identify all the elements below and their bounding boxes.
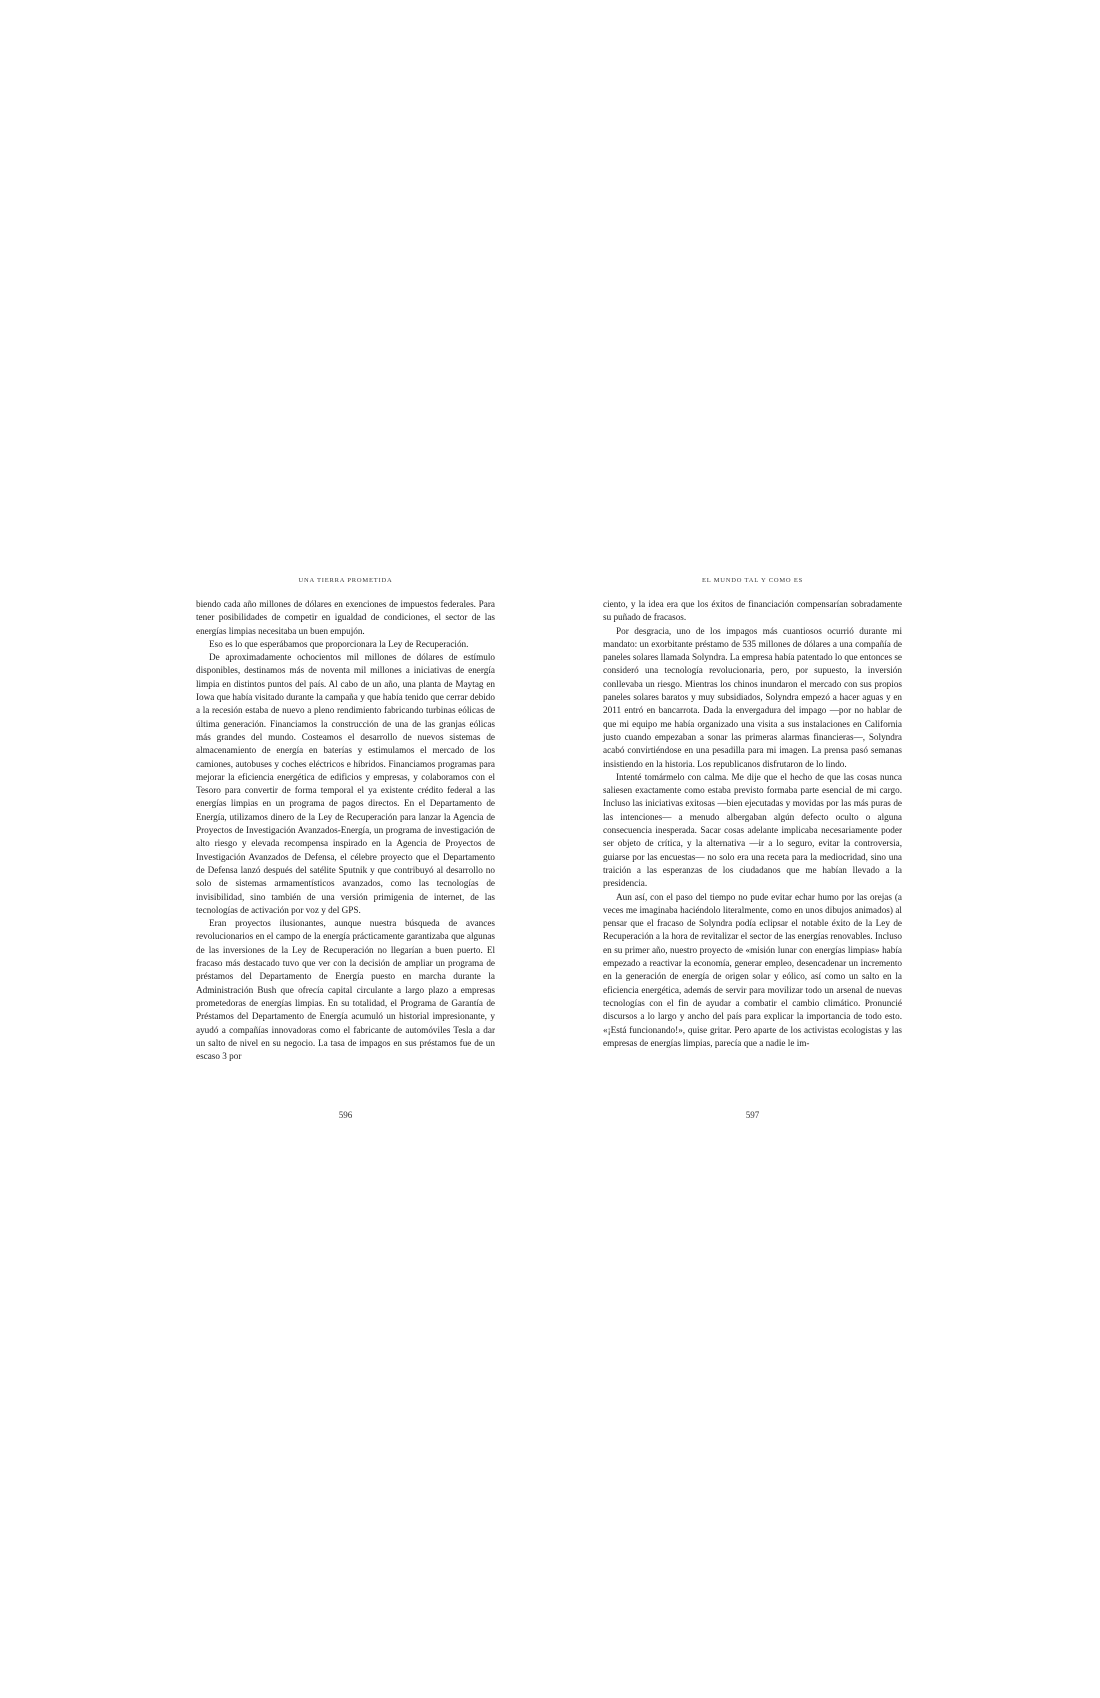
right-page-body [603,598,902,1050]
right-paragraph-3: Intenté tomármelo con calma. Me dije que el hecho de que las cosas nunca saliesen exactamente como estaba previsto formaba parte esencial de mi cargo. Incluso las iniciativas exitosas —bien ejecutadas y movidas por las más puras de las intenciones— a menudo albergaban algún defecto oculto o alguna consecuencia inesperada. Sacar cosas adelante implicaba necesariamente poder ser objeto de crítica, y la alternativa —ir a lo seguro, evitar la controversia, guiarse por las encuestas— no solo era una receta para la mediocridad, sino una traición a las esperanzas de los ciudadanos que me habían llevado a la presidencia. [603,771,902,889]
right-paragraph-1: ciento, y la idea era que los éxitos de financiación compensarían sobradamente su puñado de fracasos. [603,599,902,623]
left-paragraph-2: Eso es lo que esperábamos que proporcionara la Ley de Recuperación. [209,638,469,649]
left-page-number: 596 [338,1110,353,1120]
left-running-head: UNA TIERRA PROMETIDA [298,577,393,584]
left-page-body [196,598,495,1063]
right-page-number: 597 [745,1110,760,1120]
left-paragraph-3: De aproximadamente ochocientos mil millones de dólares de estímulo disponibles, destinamos más de noventa mil millones a iniciativas de energía limpia en distintos puntos del país. Al cabo de un año, una planta de Maytag en Iowa que había visitado durante la campaña y que había tenido que cerrar debido a la recesión estaba de nuevo a pleno rendimiento fabricando turbinas eólicas de última generación. Financiamos la construcción de una de las granjas eólicas más grandes del mundo. Costeamos el desarrollo de nuevos sistemas de almacenamiento de energía en baterías y estimulamos el mercado de los camiones, autobuses y coches eléctricos e híbridos. Financiamos programas para mejorar la eficiencia energética de edificios y empresas, y colaboramos con el Tesoro para convertir de forma temporal el ya existente crédito federal a las energías limpias en un programa de pagos directos. En el Departamento de Energía, utilizamos dinero de la Ley de Recuperación para lanzar la Agencia de Proyectos de Investigación Avanzados-Energía, un programa de investigación de alto riesgo y elevada recompensa inspirado en la Agencia de Proyectos de Investigación Avanzados de Defensa, el célebre proyecto que el Departamento de Defensa lanzó después del satélite Sputnik y que contribuyó al desarrollo no solo de sistemas armamentísticos avanzados, como las tecnologías de invisibilidad, sino también de una versión primigenia de internet, de las tecnologías de activación por voz y del GPS. [196,652,495,915]
right-paragraph-2: Por desgracia, uno de los impagos más cuantiosos ocurrió durante mi mandato: un exorbitante préstamo de 535 millones de dólares a una compañía de paneles solares llamada Solyndra. La empresa había patentado lo que entonces se consideró una tecnología revolucionaria, pero, por supuesto, la inversión conllevaba un riesgo. Mientras los chinos inundaron el mercado con sus propios paneles solares baratos y muy subsidiados, Solyndra empezó a hacer aguas y en 2011 entró en bancarrota. Dada la envergadura del impago —por no hablar de que mi equipo me había organizado una visita a sus instalaciones en California justo cuando empezaban a sonar las primeras alarmas financieras—, Solyndra acabó convirtiéndose en una pesadilla para mi imagen. La prensa pasó semanas insistiendo en la historia. Los republicanos disfrutaron de lo lindo. [603,625,902,769]
right-running-head: EL MUNDO TAL Y COMO ES [701,577,804,584]
left-page [196,574,495,1063]
left-paragraph-1: biendo cada año millones de dólares en exenciones de impuestos federales. Para tener posibilidades de competir en igualdad de condiciones, el sector de las energías limpias necesitaba un buen empujón. [196,599,495,636]
left-paragraph-4: Eran proyectos ilusionantes, aunque nuestra búsqueda de avances revolucionarios en el campo de la energía prácticamente garantizaba que algunas de las inversiones de la Ley de Recuperación no llegarían a buen puerto. El fracaso más destacado tuvo que ver con la decisión de ampliar un programa de préstamos del Departamento de Energía puesto en marcha durante la Administración Bush que ofrecía capital circulante a largo plazo a empresas prometedoras de energías limpias. En su totalidad, el Programa de Garantía de Préstamos del Departamento de Energía acumuló un historial impresionante, y ayudó a compañías innovadoras como el fabricante de automóviles Tesla a dar un salto de nivel en su negocio. La tasa de impagos en sus préstamos fue de un escaso 3 por [196,918,495,1062]
right-paragraph-4: Aun así, con el paso del tiempo no pude evitar echar humo por las orejas (a veces me imaginaba haciéndolo literalmente, como en unos dibujos animados) al pensar que el fracaso de Solyndra podía eclipsar el notable éxito de la Ley de Recuperación a la hora de revitalizar el sector de las energías renovables. Incluso en su primer año, nuestro proyecto de «misión lunar con energías limpias» había empezado a reactivar la economía, generar empleo, desencadenar un incremento en la generación de energía de origen solar y eólico, así como un salto en la eficiencia energética, además de servir para movilizar todo un arsenal de nuevas tecnologías con el fin de ayudar a combatir el cambio climático. Pronuncié discursos a lo largo y ancho del país para explicar la importancia de todo esto. «¡Está funcionando!», quise gritar. Pero aparte de los activistas ecologistas y las empresas de energías limpias, parecía que a nadie le im- [603,891,902,1048]
right-page [603,574,902,1050]
